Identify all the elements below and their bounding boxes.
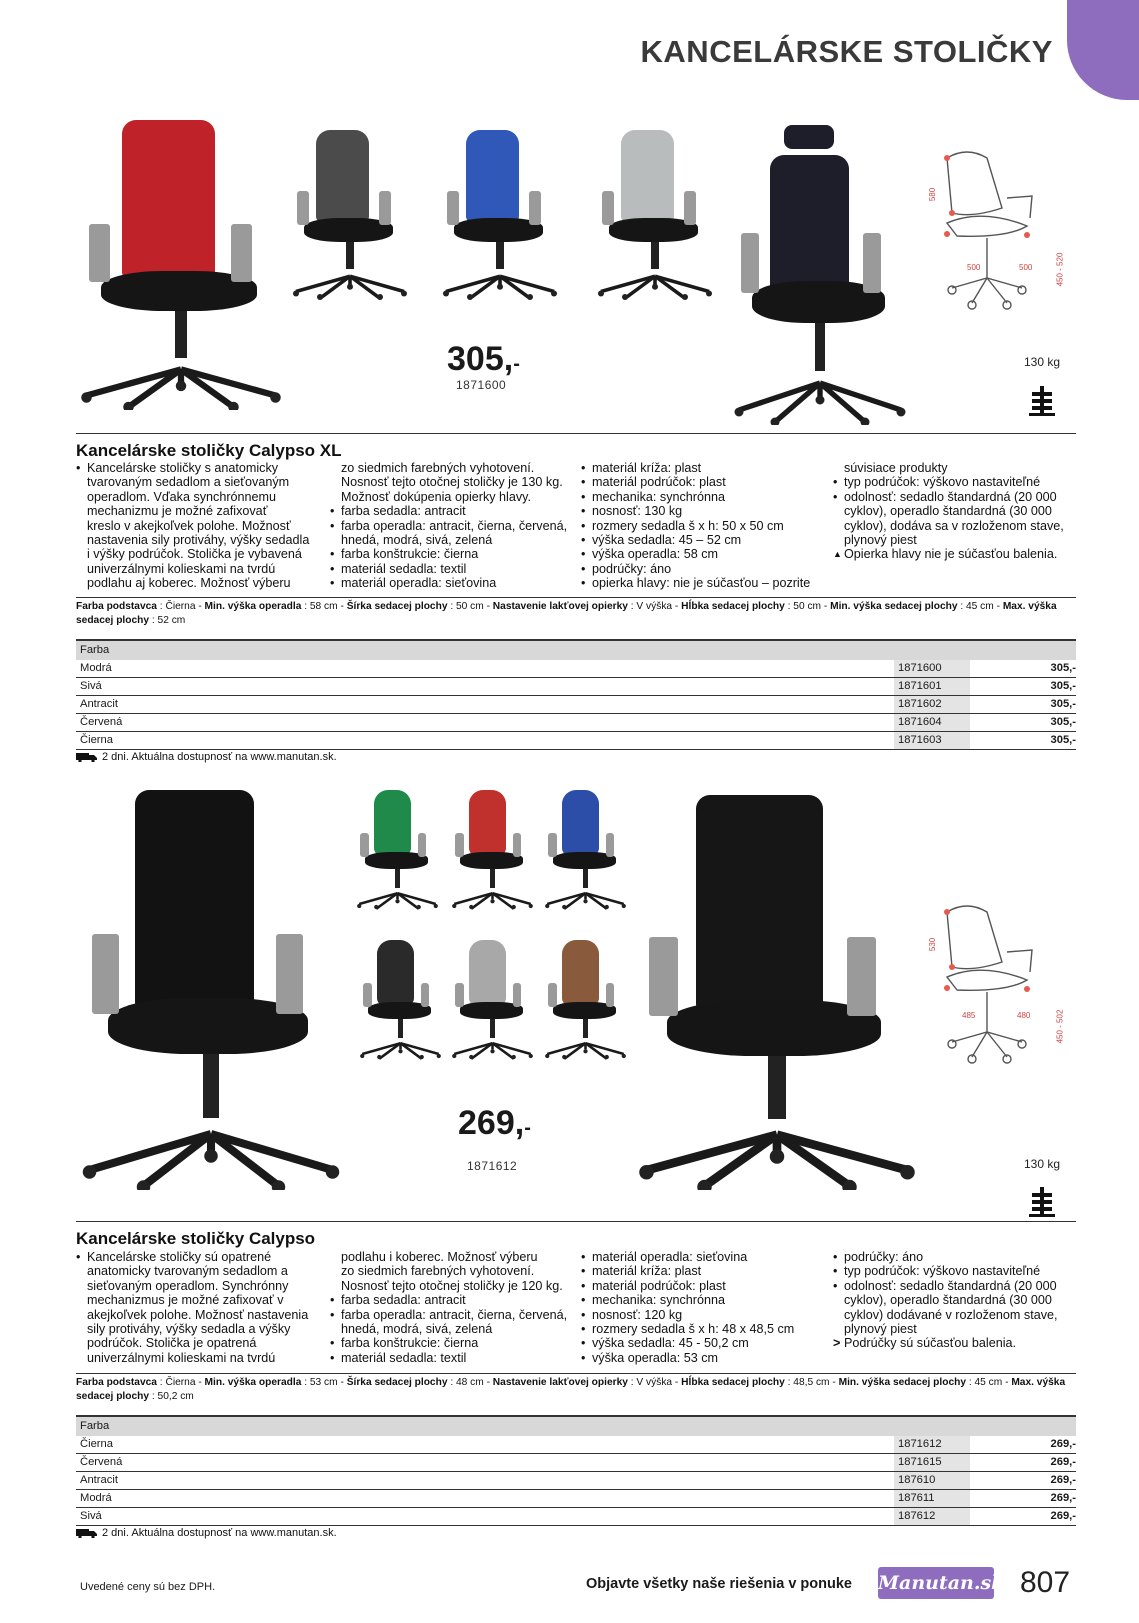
variant-code: 1871604 [894,714,970,731]
variant-name: Čierna [80,734,113,746]
dim-width-1: 500 [967,263,981,272]
variant-name: Modrá [80,662,112,674]
description-line: zo siedmich farebných vyhotovení. [341,461,535,475]
availability: 2 dni. Aktuálna dostupnosť na www.manutan.sk. [76,1527,337,1539]
description-line: plynový piest [844,533,917,548]
description-line: i výšky podrúčok. Stolička je vybavená [87,547,302,562]
spec-line: Farba podstavca : Čierna - Min. výška operadla : 53 cm - Šírka sedacej plochy : 48 cm - Nastavenie lakťovej opierky : V výška - Hĺbka sedacej plochy : 48,5 cm - Min. výška sedacej plochy : 45 cm - Max. výška sedacej plochy : 50,2 cm [76,1377,1066,1402]
variant-code: 1871600 [894,660,970,677]
variant-price: 305,- [1050,662,1076,674]
description-line: • nosnosť: 120 kg [581,1308,831,1322]
chair-photo [290,130,410,300]
chair-photo [450,940,535,1060]
description-line: • materiál operadla: sieťovina [581,1250,831,1264]
description-line: • materiál kríža: plast [581,1264,831,1278]
availability: 2 dni. Aktuálna dostupnosť na www.manutan.sk. [76,751,337,763]
description-col-3 [581,1250,831,1365]
spec-line: Farba podstavca : Čierna - Min. výška operadla : 58 cm - Šírka sedacej plochy : 50 cm - Nastavenie lakťovej opierky : V výška - Hĺbka sedacej plochy : 50 cm - Min. výška sedacej plochy : 45 cm - Max. výška sedacej plochy : 52 cm [76,601,1057,626]
divider [76,433,1076,434]
variant-name: Antracit [80,1474,118,1486]
table-row[interactable] [76,732,1076,750]
spec-value: 45 cm [966,601,994,612]
spec-value: Čierna [165,1377,196,1388]
description-col-2 [330,1250,575,1365]
description-line: • materiál podrúčok: plast [581,475,831,489]
price-code: 1871600 [456,378,507,392]
description-line: • odolnosť: sedadlo štandardná (20 000 [833,490,1078,504]
variant-code: 1871615 [894,1454,970,1471]
description-line: • materiál podrúčok: plast [581,1279,831,1293]
description-line: cyklov), operadlo štandardná (30 000 [844,1293,1052,1308]
price-note: Uvedené ceny sú bez DPH. [80,1581,216,1593]
description-line: • výška operadla: 58 cm [581,547,831,561]
spec-label: Nastavenie lakťovej opierky [492,1377,628,1388]
variant-name: Modrá [80,1492,112,1504]
spec-label: Min. výška sedacej plochy [830,601,958,612]
description-line: cyklov), operadlo štandardná (30 000 [844,504,1052,519]
variant-name: Sivá [80,680,102,692]
chair-photo [358,940,443,1060]
spec-value: 53 cm [309,1377,338,1388]
description-line: • farba konštrukcie: čierna [330,547,575,561]
variant-price: 269,- [1050,1492,1076,1504]
description-line: operadlom. Vďaka synchrónnemu [87,489,277,504]
variant-name: Sivá [80,1510,102,1522]
truck-icon [76,752,98,762]
chair-photo [76,120,286,410]
variant-name: Červená [80,1456,123,1468]
chair-photo [543,790,628,910]
manutan-logo[interactable]: Manutan.sk [878,1567,994,1599]
dim-width-1: 485 [962,1011,976,1020]
chair-photo [355,790,440,910]
max-weight-label: 130 kg [1024,1157,1061,1171]
description-line: cyklov), dodáva sa v rozloženom stave, [844,518,1064,533]
dimension-diagram [912,892,1072,1067]
description-line: • typ podrúčok: výškovo nastaviteľné [833,1264,1078,1278]
variant-price: 305,- [1050,716,1076,728]
product-title: Kancelárske stoličky Calypso [76,1229,316,1248]
description-line: Možnosť dokúpenia opierky hlavy. [341,489,532,504]
table-header: Farba [76,639,1076,660]
footer-cta: Objavte všetky naše riešenia v ponuke [586,1576,852,1592]
description-line: • výška sedadla: 45 - 50,2 cm [581,1336,831,1350]
variant-code: 187610 [894,1472,970,1489]
table-row[interactable] [76,1472,1076,1490]
description-col-4 [833,1250,1078,1351]
description-line: nastavenia sily protiváhy, výšky sedadla [87,533,310,548]
divider [76,1221,1076,1222]
description-line: • rozmery sedadla š x h: 48 x 48,5 cm [581,1322,831,1336]
description-line: • opierka hlavy: nie je súčasťou – pozrite [581,576,831,590]
description-line: • výška operadla: 53 cm [581,1351,831,1365]
variant-code: 1871602 [894,696,970,713]
description-line: súvisiace produkty [844,461,948,475]
dim-seat-height: 450 - 520 [1055,252,1065,287]
description-line: mechanizmus je možné zafixovať v [87,1293,284,1308]
description-line: • Kancelárske stoličky s anatomicky [76,461,321,475]
max-weight-label: 130 kg [1024,355,1061,369]
description-line: • farba operadla: antracit, čierna, červená, [330,1308,575,1322]
page-title: KANCELÁRSKE STOLIČKY [640,34,1053,69]
spec-label: Nastavenie lakťovej opierky [492,601,628,612]
description-line: tvarovaným sedadlom a sieťovaným [87,475,290,490]
variant-name: Antracit [80,698,118,710]
spec-value: Čierna [165,601,196,612]
spec-value: 48 cm [455,1377,484,1388]
description-col-3 [581,461,831,591]
page-number: 807 [1020,1566,1071,1599]
description-line: • typ podrúčok: výškovo nastaviteľné [833,475,1078,489]
description-line: sieťovaným operadlom. Synchrónny [87,1278,289,1293]
spec-label: Farba podstavca [76,601,157,612]
table-row[interactable] [76,678,1076,696]
description-line: Nosnosť tejto otočnej stoličky je 120 kg. [341,1278,563,1293]
spec-label: Šírka sedacej plochy [346,601,448,612]
spec-label: Hĺbka sedacej plochy [681,1377,785,1388]
dim-width-2: 480 [1017,1011,1031,1020]
dim-width-2: 500 [1019,263,1033,272]
spec-label: Min. výška sedacej plochy [838,1377,966,1388]
spec-label: Šírka sedacej plochy [346,1377,448,1388]
variant-code: 1871601 [894,678,970,695]
description-line: • farba sedadla: antracit [330,504,575,518]
description-col-4 [833,461,1078,562]
table-row[interactable] [76,714,1076,732]
description-line: • podrúčky: áno [581,562,831,576]
price-tag: 305,- [447,340,520,378]
divider [76,597,1076,598]
table-header: Farba [76,1415,1076,1436]
description-line: • materiál kríža: plast [581,461,831,475]
spec-value: V výška [636,601,673,612]
description-col-1 [76,1250,321,1365]
table-row[interactable] [76,1490,1076,1508]
spec-value: 50 cm [455,601,484,612]
dim-seat-height: 450 - 502 [1055,1009,1065,1044]
price-code: 1871612 [467,1159,518,1173]
description-line: mechanizmu je možné zafixovať [87,504,268,519]
description-line: > Podrúčky sú súčasťou balenia. [833,1336,1078,1350]
weight-capacity-icon [1029,386,1055,416]
description-line: hnedá, modrá, sivá, zelená [341,533,493,548]
spec-value: 48,5 cm [793,1377,830,1388]
spec-label: Farba podstavca [76,1377,157,1388]
dim-back-height: 580 [928,187,938,202]
description-line: plynový piest [844,1322,917,1337]
weight-capacity-icon [1029,1187,1055,1217]
variant-code: 187611 [894,1490,970,1507]
chair-photo [632,795,922,1190]
description-line: • podrúčky: áno [833,1250,1078,1264]
variants-table [76,639,1076,750]
spec-value: 50 cm [793,601,822,612]
table-row[interactable] [76,1508,1076,1526]
chair-photo [450,790,535,910]
description-line: • materiál sedadla: textil [330,1351,575,1365]
description-line: ▲ Opierka hlavy nie je súčasťou balenia. [833,547,1078,561]
variant-price: 305,- [1050,734,1076,746]
spec-value: V výška [636,1377,673,1388]
description-line: zo siedmich farebných vyhotovení. [341,1264,535,1279]
spec-label: Max. výška sedacej plochy [76,601,1057,626]
description-line: akejkoľvek polohe. Možnosť nastavenia [87,1307,309,1322]
description-line: univerzálnymi kolieskami na tvrdú [87,561,276,576]
spec-value: 58 cm [309,601,338,612]
description-line: • výška sedadla: 45 – 52 cm [581,533,831,547]
variant-name: Červená [80,716,123,728]
spec-label: Min. výška operadla [204,601,302,612]
description-line: podlahu i koberec. Možnosť výberu [341,1250,538,1264]
variants-table [76,1415,1076,1526]
variant-code: 1871612 [894,1436,970,1453]
spec-label: Max. výška sedacej plochy [76,1377,1066,1402]
variant-code: 187612 [894,1508,970,1525]
truck-icon [76,1528,98,1538]
description-line: sily protiváhy, výšky sedadla a výšky [87,1322,291,1337]
description-line: • mechanika: synchrónna [581,490,831,504]
product-title: Kancelárske stoličky Calypso XL [76,441,342,460]
description-line: • farba sedadla: antracit [330,1293,575,1307]
variant-name: Čierna [80,1438,113,1450]
variant-price: 269,- [1050,1438,1076,1450]
description-line: podrúčok. Stolička je opatrená [87,1336,257,1351]
variant-price: 269,- [1050,1456,1076,1468]
description-line: • odolnosť: sedadlo štandardná (20 000 [833,1279,1078,1293]
table-row[interactable] [76,1454,1076,1472]
variant-price: 269,- [1050,1474,1076,1486]
chair-photo [543,940,628,1060]
description-line: • farba operadla: antracit, čierna, červená, [330,519,575,533]
price-tag: 269,- [458,1104,531,1142]
chair-photo [440,130,560,300]
variant-price: 305,- [1050,680,1076,692]
divider [76,1373,1076,1374]
description-line: anatomicky tvarovaným sedadlom a [87,1264,288,1279]
description-line: • Kancelárske stoličky sú opatrené [76,1250,321,1264]
corner-tab [1067,0,1139,100]
description-line: kreslo v akejkoľvek polohe. Možnosť [87,518,291,533]
chair-photo [730,125,910,425]
variant-code: 1871603 [894,732,970,749]
description-line: • materiál operadla: sieťovina [330,576,575,590]
description-line: • nosnosť: 130 kg [581,504,831,518]
table-row[interactable] [76,1436,1076,1454]
spec-value: 50,2 cm [157,1391,194,1402]
chair-photo [595,130,715,300]
description-line: Nosnosť tejto otočnej stoličky je 130 kg. [341,475,563,490]
description-line: univerzálnymi kolieskami na tvrdú [87,1350,276,1365]
description-line: podlahu aj koberec. Možnosť výberu [87,576,291,591]
table-row[interactable] [76,660,1076,678]
dim-back-height: 530 [928,937,938,952]
variant-price: 305,- [1050,698,1076,710]
description-line: • farba konštrukcie: čierna [330,1336,575,1350]
chair-photo [76,790,346,1190]
spec-value: 52 cm [157,615,186,626]
description-line: cyklov) dodávané v rozloženom stave, [844,1307,1058,1322]
spec-label: Min. výška operadla [204,1377,302,1388]
description-col-1 [76,461,321,591]
spec-label: Hĺbka sedacej plochy [681,601,785,612]
description-col-2 [330,461,575,591]
description-line: • materiál sedadla: textil [330,562,575,576]
spec-value: 45 cm [974,1377,1003,1388]
description-line: hnedá, modrá, sivá, zelená [341,1322,493,1337]
description-line: • mechanika: synchrónna [581,1293,831,1307]
table-row[interactable] [76,696,1076,714]
dimension-diagram [912,138,1072,313]
description-line: • rozmery sedadla š x h: 50 x 50 cm [581,519,831,533]
variant-price: 269,- [1050,1510,1076,1522]
